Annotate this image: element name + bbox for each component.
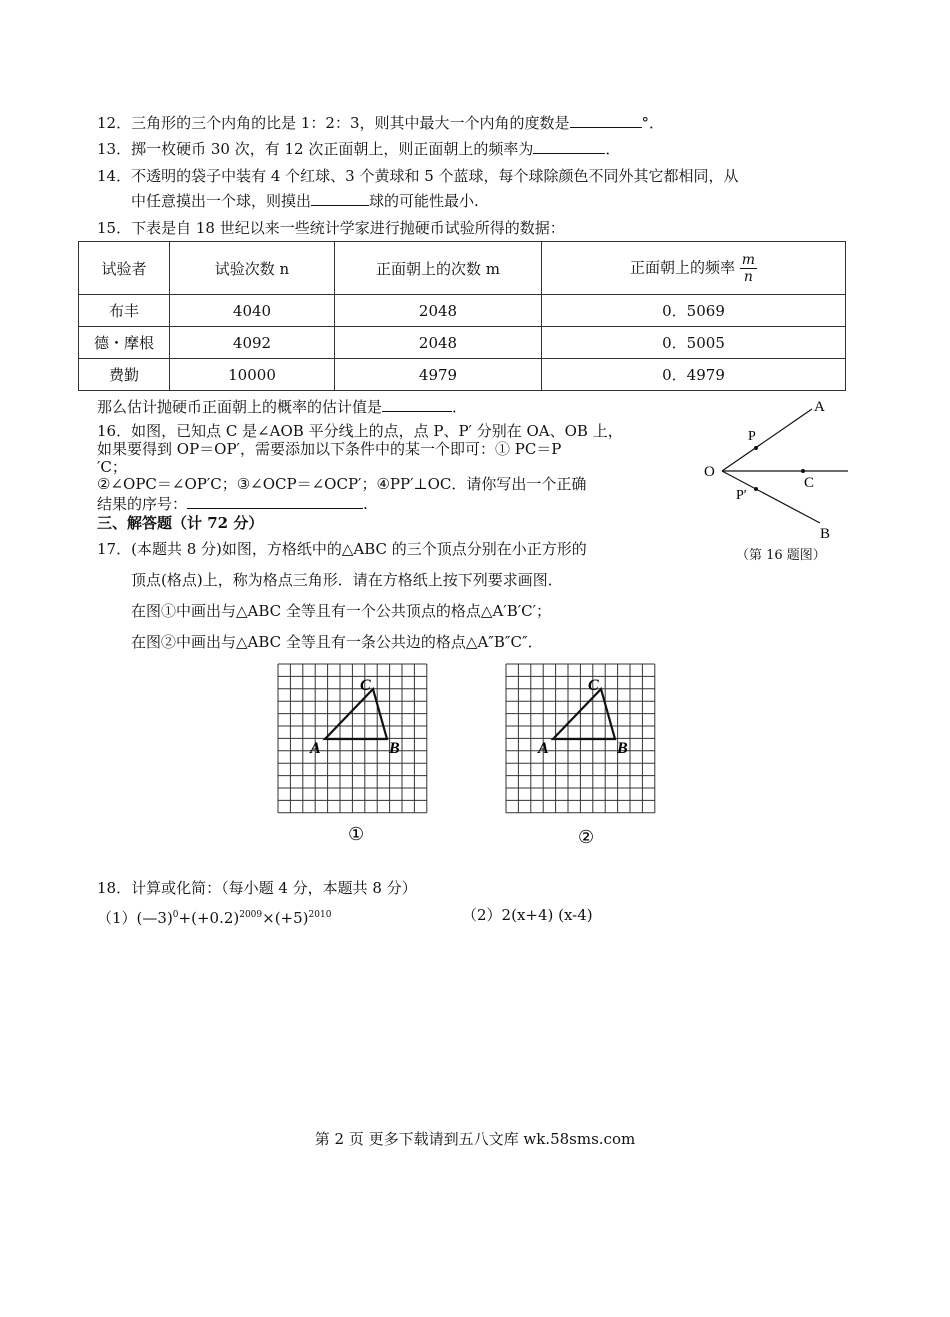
part1-a: （1）(—3) xyxy=(97,909,173,927)
vertex-c-label: C xyxy=(360,677,371,694)
header-frequency xyxy=(542,242,846,295)
q12-answer-blank[interactable] xyxy=(570,113,642,128)
q16-tail: . xyxy=(363,495,368,513)
point-p-prime xyxy=(754,487,758,491)
question-15: 15．下表是自 18 世纪以来一些统计学家进行抛硬币试验所得的数据： xyxy=(97,219,565,237)
vertex-b-label: B xyxy=(389,740,400,757)
label-p-prime: P′ xyxy=(736,488,747,503)
table-cell: 0．5005 xyxy=(542,327,846,359)
question-17-line3: 在图①中画出与△ABC 全等且有一个公共顶点的格点△A′B′C′； xyxy=(131,602,552,620)
estimate-text: 那么估计抛硬币正面朝上的概率的估计值是 xyxy=(97,398,383,416)
q14-text-a: 中任意摸出一个球，则摸出 xyxy=(131,192,312,210)
question-17-line2: 顶点(格点)上，称为格点三角形．请在方格纸上按下列要求画图． xyxy=(131,571,563,589)
coin-experiment-table xyxy=(78,241,846,391)
fraction-numerator: m xyxy=(741,251,756,268)
q12-text: 12．三角形的三个内角的比是 1：2：3，则其中最大一个内角的度数是 xyxy=(97,114,570,132)
grid-2-label: ② xyxy=(578,827,595,848)
question-18-part2: （2）2(x+4) (x-4) xyxy=(462,906,593,924)
q13-text: 13．掷一枚硬币 30 次，有 12 次正面朝上，则正面朝上的频率为 xyxy=(97,140,534,158)
section-3-heading: 三、解答题（计 72 分） xyxy=(97,514,264,532)
header-frequency-label: 正面朝上的频率 xyxy=(629,258,735,276)
q14-text-b: 球的可能性最小. xyxy=(369,192,479,210)
table-header-row xyxy=(79,242,846,295)
q13-tail: ． xyxy=(605,140,621,158)
label-p: P xyxy=(748,429,756,444)
question-17-line4: 在图②中画出与△ABC 全等且有一条公共边的格点△A″B″C″． xyxy=(131,633,543,651)
fraction-m-over-n xyxy=(740,252,757,285)
question-12 xyxy=(97,113,664,133)
table-cell: 4092 xyxy=(170,327,335,359)
table-cell: 10000 xyxy=(170,359,335,391)
question-16-line5 xyxy=(97,494,368,514)
vertex-b-label: B xyxy=(617,740,628,757)
question-16-line1: 16．如图，已知点 C 是∠AOB 平分线上的点，点 P、P′ 分别在 OA、OB 上， xyxy=(97,422,623,440)
question-14-line1: 14．不透明的袋子中装有 4 个红球、3 个黄球和 5 个蓝球，每个球除颜色不同外其它都相同，从 xyxy=(97,167,739,185)
grid-1-label: ① xyxy=(348,824,365,845)
exponent: 2010 xyxy=(308,910,332,920)
table-cell: 4040 xyxy=(170,295,335,327)
question-16-line3: ′C； xyxy=(97,458,127,476)
grid-figure-1 xyxy=(276,662,436,862)
table-cell: 布丰 xyxy=(79,295,170,327)
table-cell: 德・摩根 xyxy=(79,327,170,359)
header-trials: 试验次数 n xyxy=(170,242,335,295)
part1-b: +(+0.2) xyxy=(178,909,240,927)
q16-answer-blank[interactable] xyxy=(187,494,363,509)
probability-estimate-question xyxy=(97,397,467,417)
table-row xyxy=(79,327,846,359)
vertex-a-label: A xyxy=(310,740,321,757)
table-row xyxy=(79,359,846,391)
question-18-title: 18．计算或化简：（每小题 4 分，本题共 8 分） xyxy=(97,879,417,897)
point-p xyxy=(754,446,758,450)
ray-oa xyxy=(722,409,812,471)
label-c: C xyxy=(804,475,815,491)
q16-text: 结果的序号： xyxy=(97,495,188,513)
table-cell: 费勤 xyxy=(79,359,170,391)
q13-answer-blank[interactable] xyxy=(533,139,605,154)
question-14-line2 xyxy=(131,191,479,211)
label-a: A xyxy=(814,399,825,415)
exponent: 0 xyxy=(172,910,179,920)
exponent: 2009 xyxy=(239,910,263,920)
point-c xyxy=(801,469,805,473)
table-cell: 2048 xyxy=(335,327,542,359)
label-b: B xyxy=(820,526,831,542)
vertex-a-label: A xyxy=(538,740,549,757)
label-o: O xyxy=(704,464,715,480)
figure-16-caption: （第 16 题图） xyxy=(736,548,826,563)
question-16-line2: 如果要得到 OP＝OP′，需要添加以下条件中的某一个即可：① PC＝P xyxy=(97,440,562,458)
estimate-tail: ． xyxy=(452,398,468,416)
question-16-line4: ②∠OPC＝∠OP′C；③∠OCP＝∠OCP′；④PP′⊥OC．请你写出一个正确 xyxy=(97,475,587,493)
page-footer: 第 2 页 更多下载请到五八文库 wk.58sms.com xyxy=(314,1130,636,1148)
part1-c: ×(+5) xyxy=(262,909,309,927)
table-row xyxy=(79,295,846,327)
fraction-denominator: n xyxy=(743,268,753,285)
table-cell: 0．4979 xyxy=(542,359,846,391)
table-cell: 0．5069 xyxy=(542,295,846,327)
figure-16-angle-diagram xyxy=(700,395,860,565)
header-heads-count: 正面朝上的次数 m xyxy=(335,242,542,295)
question-13 xyxy=(97,139,620,159)
table-cell: 4979 xyxy=(335,359,542,391)
estimate-answer-blank[interactable] xyxy=(382,397,452,412)
q12-tail: °． xyxy=(641,114,665,132)
header-experimenter: 试验者 xyxy=(79,242,170,295)
question-17-line1: 17．(本题共 8 分)如图，方格纸中的△ABC 的三个顶点分别在小正方形的 xyxy=(97,540,587,558)
vertex-c-label: C xyxy=(588,677,599,694)
q14-answer-blank[interactable] xyxy=(311,191,369,206)
grid-figure-2 xyxy=(504,662,664,862)
table-cell: 2048 xyxy=(335,295,542,327)
question-18-part1 xyxy=(97,905,331,928)
